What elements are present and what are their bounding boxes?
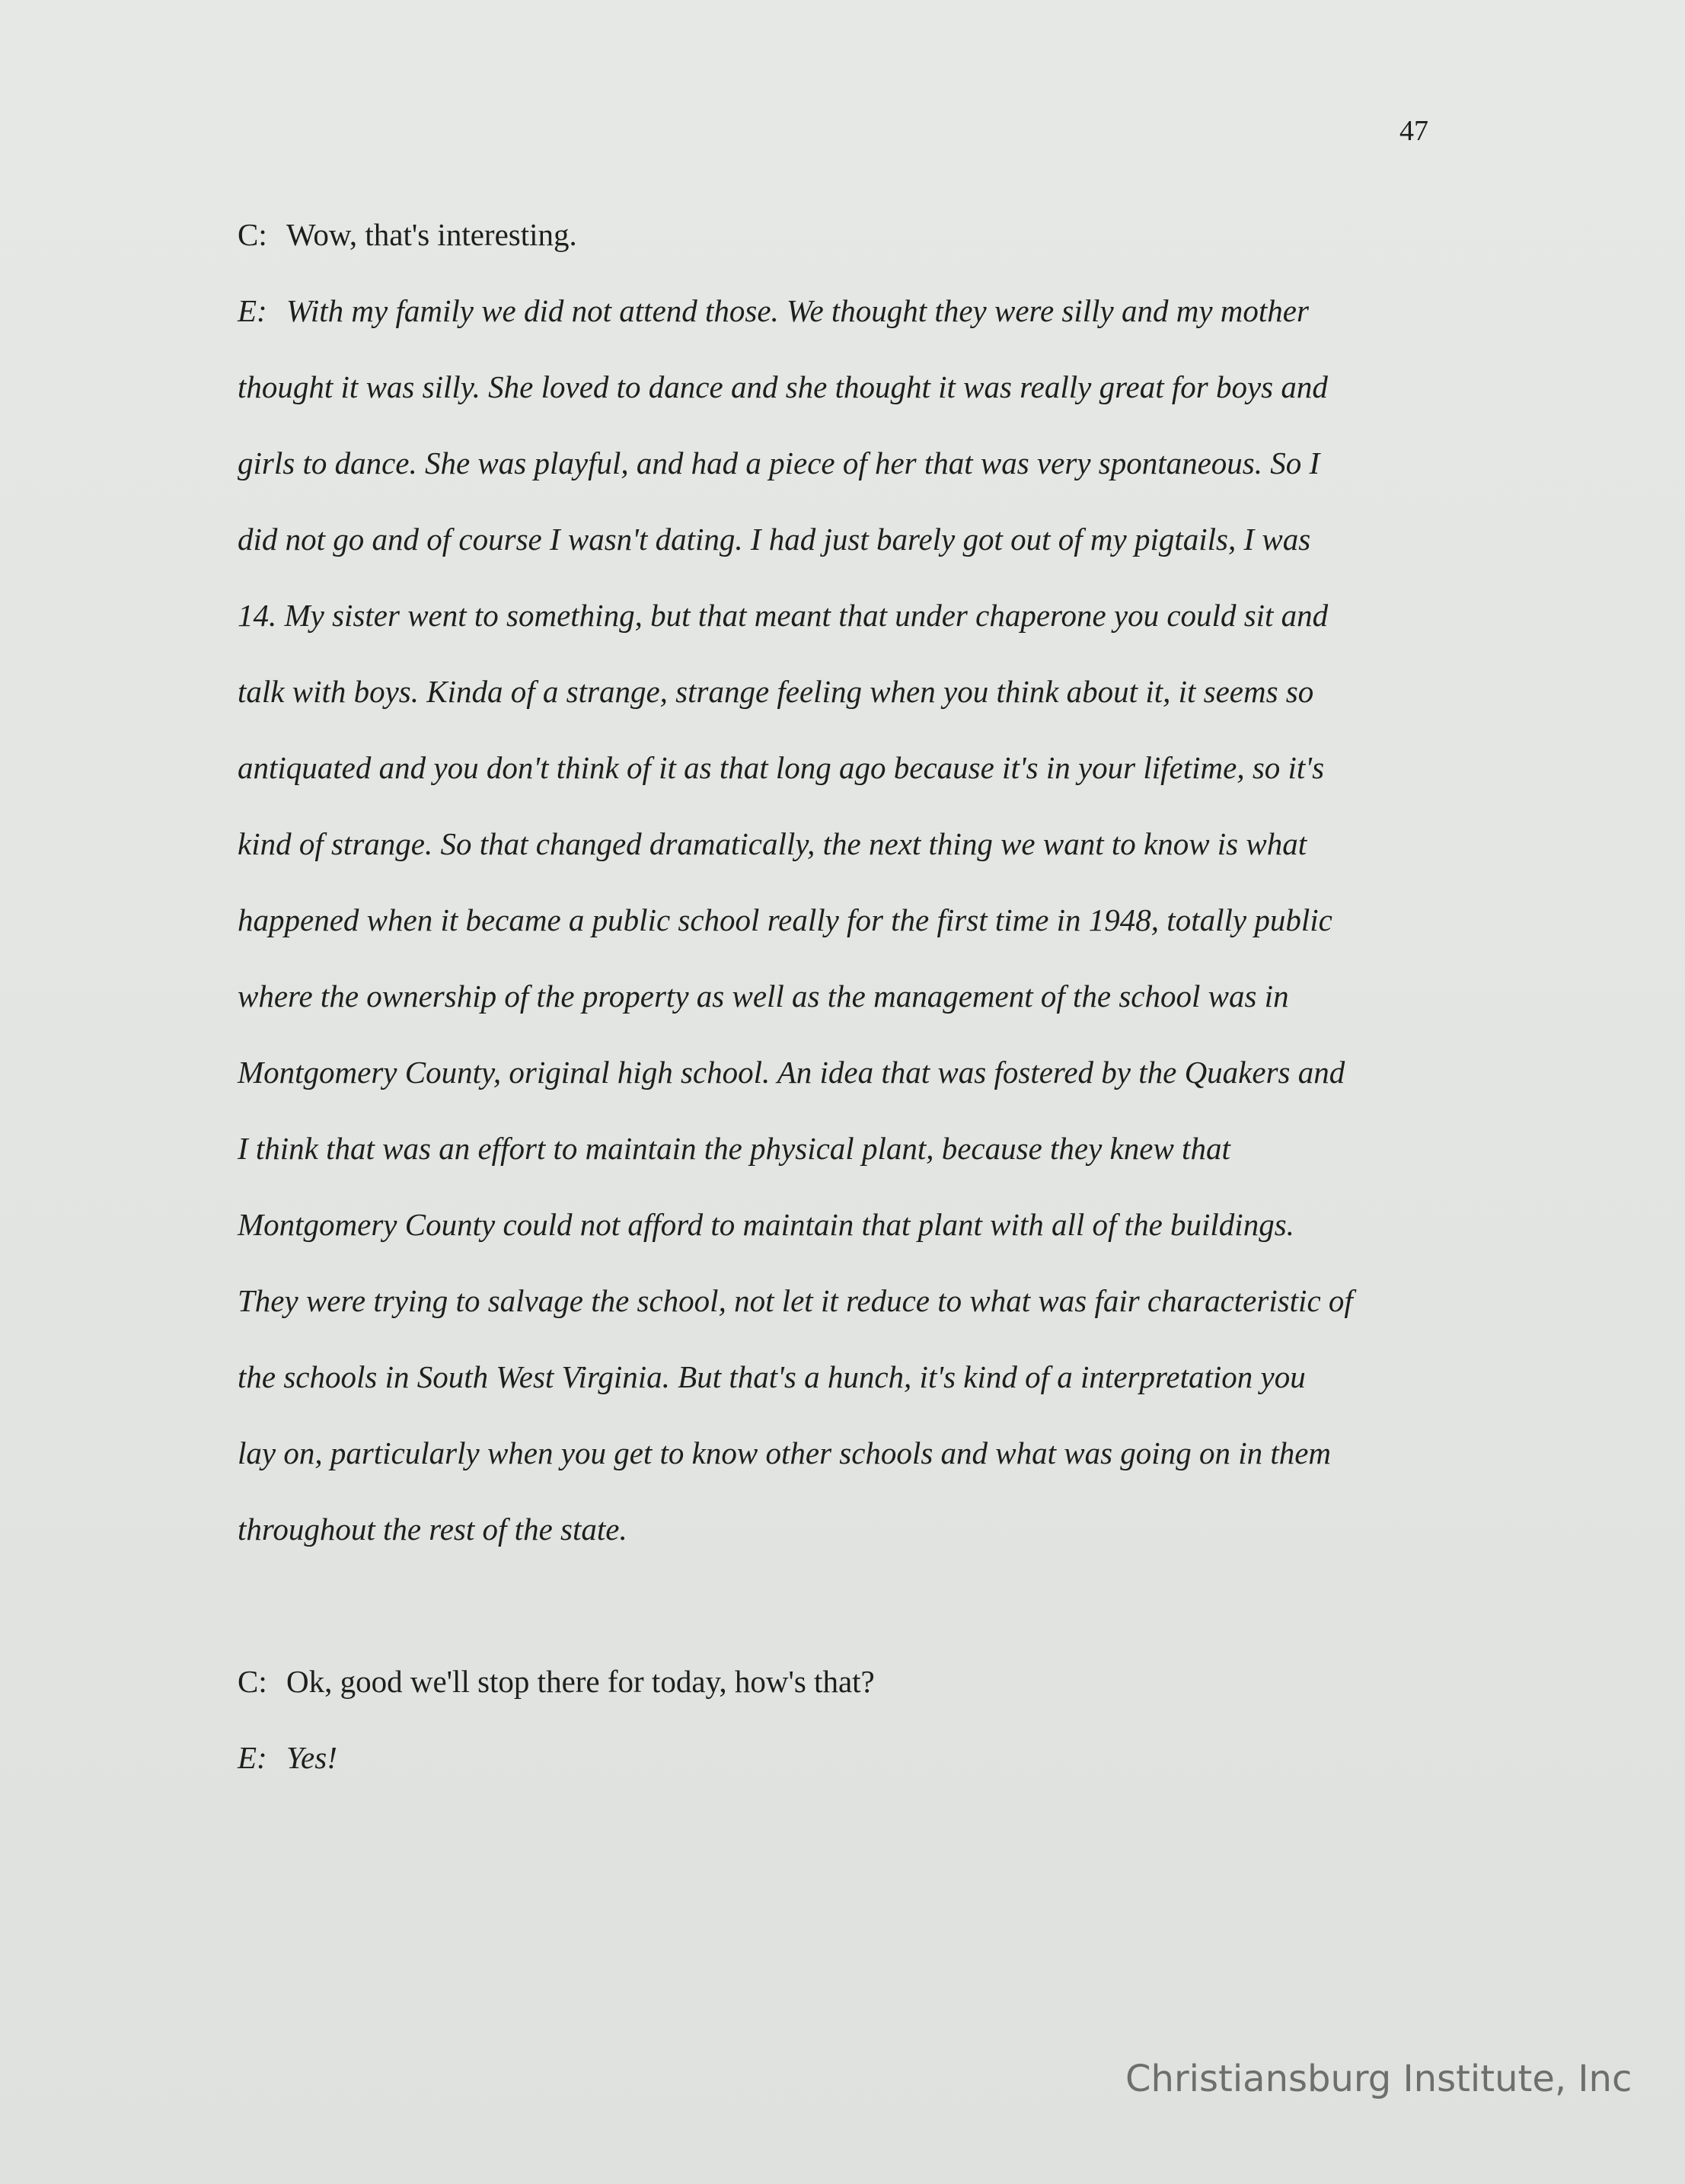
c-utterance-2 xyxy=(238,1662,875,1701)
e-utterance-line: throughout the rest of the state. xyxy=(238,1512,627,1547)
e-utterance-line: I think that was an effort to maintain the physical plant, because they knew that xyxy=(238,1131,1230,1166)
c-utterance-text: Ok, good we'll stop there for today, how's that? xyxy=(286,1664,875,1699)
page-number: 47 xyxy=(1399,115,1428,147)
e-utterance-2 xyxy=(238,1738,337,1777)
e-utterance-line: Montgomery County, original high school. An idea that was fostered by the Quakers and xyxy=(238,1055,1345,1090)
speaker-label-e: E: xyxy=(238,1740,267,1775)
e-utterance-line: antiquated and you don't think of it as that long ago because it's in your lifetime, so it's xyxy=(238,750,1325,785)
e-utterance-line: happened when it became a public school really for the first time in 1948, totally public xyxy=(238,902,1332,937)
e-utterance-line: the schools in South West Virginia. But that's a hunch, it's kind of a interpretation you xyxy=(238,1359,1306,1394)
e-utterance-line: where the ownership of the property as well as the management of the school was in xyxy=(238,979,1289,1014)
e-utterance-line: thought it was silly. She loved to dance and she thought it was really great for boys and xyxy=(238,369,1328,404)
watermark-text: Christiansburg Institute, Inc xyxy=(1125,2058,1632,2100)
e-utterance-line: kind of strange. So that changed dramatically, the next thing we want to know is what xyxy=(238,826,1307,861)
e-utterance-line: They were trying to salvage the school, not let it reduce to what was fair characteristic of xyxy=(238,1283,1353,1318)
e-utterance-text: With my family we did not attend those. We thought they were silly and my mother xyxy=(286,293,1309,328)
e-utterance-text: Yes! xyxy=(286,1740,337,1775)
speaker-label-e: E: xyxy=(238,293,267,328)
e-utterance-line: lay on, particularly when you get to know other schools and what was going on in them xyxy=(238,1435,1332,1470)
e-utterance-line: talk with boys. Kinda of a strange, strange feeling when you think about it, it seems so xyxy=(238,674,1314,709)
e-utterance-line xyxy=(238,291,1309,330)
e-utterance-line: girls to dance. She was playful, and had a piece of her that was very spontaneous. So I xyxy=(238,445,1320,481)
c-utterance-1 xyxy=(238,215,577,254)
e-utterance-line: Montgomery County could not afford to maintain that plant with all of the buildings. xyxy=(238,1207,1294,1242)
c-utterance-text: Wow, that's interesting. xyxy=(286,217,577,252)
e-utterance-line: did not go and of course I wasn't dating. I had just barely got out of my pigtails, I was xyxy=(238,522,1311,557)
e-utterance-line: 14. My sister went to something, but that meant that under chaperone you could sit and xyxy=(238,598,1329,633)
speaker-label-c: C: xyxy=(238,1664,267,1699)
speaker-label-c: C: xyxy=(238,217,267,252)
